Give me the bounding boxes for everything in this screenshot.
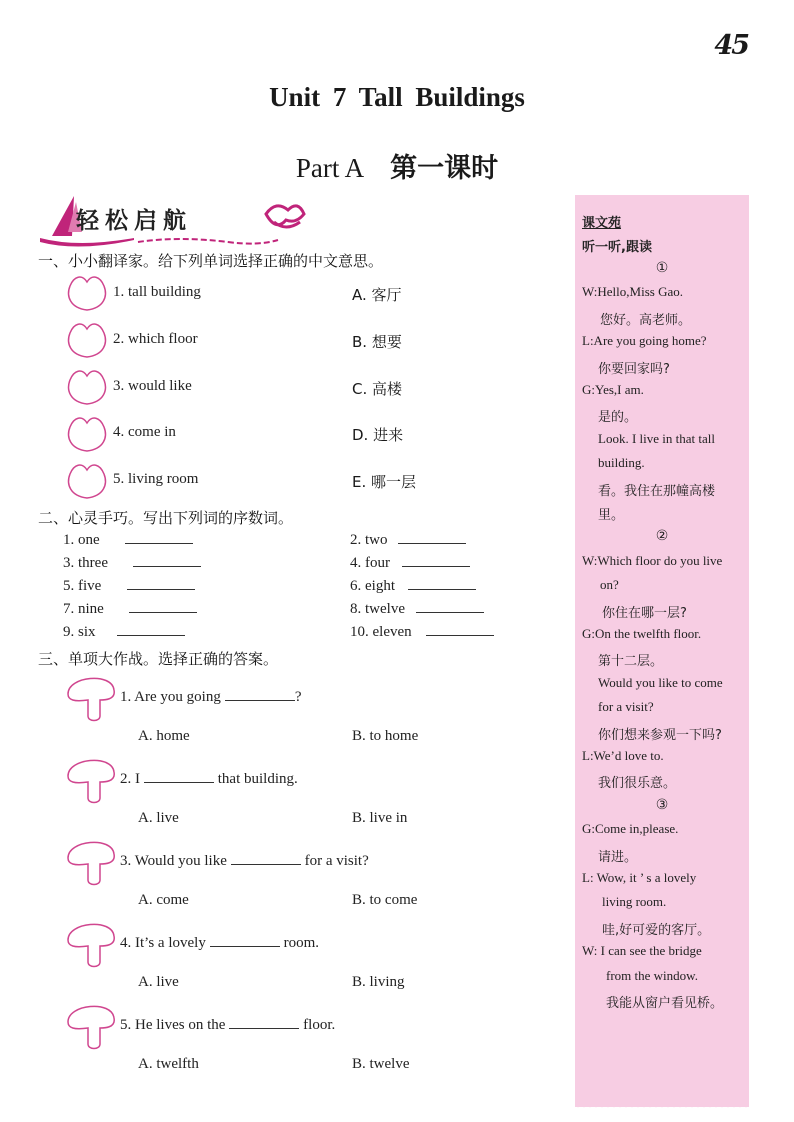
s2-word-label: 5. five: [63, 578, 102, 594]
s2-word: [350, 576, 476, 595]
sidebar-dialogue-line: living room.: [602, 894, 667, 910]
s2-word: [63, 530, 193, 549]
s2-word: [350, 553, 470, 572]
s2-word-label: 6. eight: [350, 578, 395, 594]
sidebar-dialogue-line: L: Wow, it ’ s a lovely: [582, 870, 697, 885]
peach-answer-box-icon: [64, 364, 110, 406]
mushroom-answer-box-icon: [64, 832, 120, 888]
s2-word-label: 1. one: [63, 532, 100, 548]
s2-word-label: 7. nine: [63, 601, 104, 617]
part-title: [0, 146, 794, 185]
sidebar-dialogue-line: Look. I live in that tall: [598, 430, 715, 446]
s3-option-a[interactable]: A. come: [138, 892, 189, 908]
s1-option: B. 想要: [352, 333, 402, 351]
answer-blank[interactable]: [402, 553, 470, 567]
s3-option-b[interactable]: B. live in: [352, 810, 408, 826]
s2-word: [63, 599, 197, 618]
s1-item: 2. which floor: [113, 331, 198, 347]
s2-word: [350, 622, 494, 641]
s2-word-label: 9. six: [63, 624, 96, 640]
unit-title: Unit 7 Tall Buildings: [269, 82, 525, 112]
sidebar-dialogue-line: G:Yes,I am.: [582, 382, 644, 397]
sidebar-dialogue-line: 请进。: [598, 849, 638, 865]
s3-question-text: 1. Are you going: [120, 689, 221, 705]
sidebar-dialogue-line: for a visit?: [598, 699, 654, 715]
answer-blank[interactable]: [398, 530, 466, 544]
sidebar-dialogue-line: Would you like to come: [598, 674, 723, 690]
s3-question-tail: floor.: [303, 1017, 336, 1033]
sidebar-dialogue-line: W: I can see the bridge: [582, 943, 702, 959]
answer-blank[interactable]: [129, 599, 197, 613]
s3-question: [120, 1015, 335, 1034]
sidebar-zigzag-edge: [575, 1098, 749, 1112]
s2-word-label: 10. eleven: [350, 624, 412, 640]
s2-word-label: 3. three: [63, 555, 108, 571]
s1-item: 4. come in: [113, 424, 176, 440]
answer-blank[interactable]: [225, 687, 295, 701]
s3-question-tail: ?: [294, 689, 302, 705]
s2-word: [350, 530, 466, 549]
sidebar-dialogue-line: 是的。: [598, 410, 638, 426]
answer-blank[interactable]: [231, 851, 301, 865]
peach-answer-box-icon: [64, 317, 110, 359]
s1-item: 3. would like: [113, 378, 192, 394]
sidebar-dialogue-number: ①: [655, 260, 669, 276]
s1-option: C. 高楼: [352, 380, 403, 398]
s3-question-text: 4. It’s a lovely: [120, 935, 206, 951]
sidebar-dialogue-line: L:Are you going home?: [582, 333, 707, 349]
sidebar-dialogue-line: on?: [600, 577, 619, 593]
s3-option-b[interactable]: B. to come: [352, 892, 418, 908]
s3-question: [120, 769, 298, 788]
s3-option-b[interactable]: B. living: [352, 974, 405, 990]
s3-question: [120, 933, 319, 952]
s3-option-b[interactable]: B. to home: [352, 728, 419, 744]
s3-option-b[interactable]: B. twelve: [352, 1056, 410, 1072]
section3-heading: 三、单项大作战。选择正确的答案。: [38, 650, 279, 668]
s3-question-text: 5. He lives on the: [120, 1017, 226, 1033]
mushroom-answer-box-icon: [64, 750, 120, 806]
s3-option-a[interactable]: A. home: [138, 728, 190, 744]
s2-word-label: 8. twelve: [350, 601, 405, 617]
s3-question-tail: that building.: [217, 771, 298, 787]
sidebar-dialogue-line: 我们很乐意。: [598, 776, 677, 792]
s2-word: [350, 599, 484, 618]
answer-blank[interactable]: [210, 933, 280, 947]
sidebar-dialogue-line: G:On the twelfth floor.: [582, 626, 702, 641]
sidebar-dialogue-line: building.: [598, 455, 645, 471]
peach-answer-box-icon: [64, 270, 110, 312]
peach-answer-box-icon: [64, 458, 110, 500]
sidebar-dialogue-number: ③: [655, 796, 669, 813]
s2-word: [63, 553, 201, 572]
s2-word: [63, 622, 185, 641]
s1-item: 1. tall building: [113, 284, 201, 300]
sidebar-dialogue-line: 你要回家吗?: [598, 361, 670, 377]
s1-option: E. 哪一层: [352, 473, 417, 491]
s3-option-a[interactable]: A. twelfth: [138, 1056, 199, 1072]
s3-question-text: 3. Would you like: [120, 853, 227, 869]
s3-question-tail: room.: [283, 935, 319, 951]
sidebar-dialogue-line: from the window.: [606, 967, 698, 983]
sidebar-title: 课文苑: [582, 216, 622, 231]
sidebar-dialogue-line: W:Which floor do you live: [582, 552, 723, 568]
answer-blank[interactable]: [144, 769, 214, 783]
section2-heading: 二、心灵手巧。写出下列词的序数词。: [38, 509, 294, 527]
s2-word-label: 2. two: [350, 532, 388, 548]
sidebar-dialogue-line: 看。我住在那幢高楼: [598, 483, 716, 499]
answer-blank[interactable]: [229, 1015, 299, 1029]
part-title-en: Part A: [295, 153, 365, 183]
s1-item: 5. living room: [113, 471, 199, 487]
mushroom-answer-box-icon: [64, 914, 120, 970]
s3-question: [120, 851, 369, 870]
answer-blank[interactable]: [125, 530, 193, 544]
answer-blank[interactable]: [133, 553, 201, 567]
sidebar-dialogue-line: 里。: [598, 508, 625, 523]
sidebar-dialogue-line: 你们想来参观一下吗?: [598, 727, 722, 743]
s3-option-a[interactable]: A. live: [138, 974, 179, 990]
s1-option: A. 客厅: [352, 286, 402, 304]
sidebar-dialogue-line: G:Come in,please.: [582, 821, 679, 837]
peach-answer-box-icon: [64, 411, 110, 453]
sidebar-dialogue-line: W:Hello,Miss Gao.: [582, 284, 683, 300]
sidebar-dialogue-line: 您好。高老师。: [600, 312, 692, 328]
part-title-cn: 第一课时: [390, 153, 499, 184]
mushroom-answer-box-icon: [64, 668, 120, 724]
sidebar-dialogue-number: ②: [655, 528, 669, 545]
s3-question-tail: for a visit?: [304, 853, 369, 869]
answer-blank[interactable]: [127, 576, 195, 590]
sidebar-subtitle: 听一听,跟读: [582, 240, 652, 255]
s3-question-text: 2. I: [120, 771, 140, 787]
s3-option-a[interactable]: A. live: [138, 810, 179, 826]
sidebar-dialogue-line: 哇,好可爱的客厅。: [602, 922, 711, 938]
section1-heading: 一、小小翻译家。给下列单词选择正确的中文意思。: [38, 252, 384, 270]
s2-word: [63, 576, 195, 595]
s1-option: D. 进来: [352, 426, 404, 444]
mushroom-answer-box-icon: [64, 996, 120, 1052]
sidebar-dialogue-line: L:We’d love to.: [582, 748, 664, 763]
sidebar-dialogue-line: 你住在哪一层?: [602, 605, 687, 621]
answer-blank[interactable]: [426, 622, 494, 636]
page-number: 45: [714, 30, 748, 61]
sidebar-dialogue-line: 第十二层。: [598, 654, 664, 670]
answer-blank[interactable]: [117, 622, 185, 636]
banner-title: 轻松启航: [76, 208, 192, 234]
sidebar-dialogue-line: 我能从窗户看见桥。: [606, 996, 724, 1011]
answer-blank[interactable]: [416, 599, 484, 613]
s2-word-label: 4. four: [350, 555, 390, 571]
answer-blank[interactable]: [408, 576, 476, 590]
s3-question: [120, 687, 302, 706]
